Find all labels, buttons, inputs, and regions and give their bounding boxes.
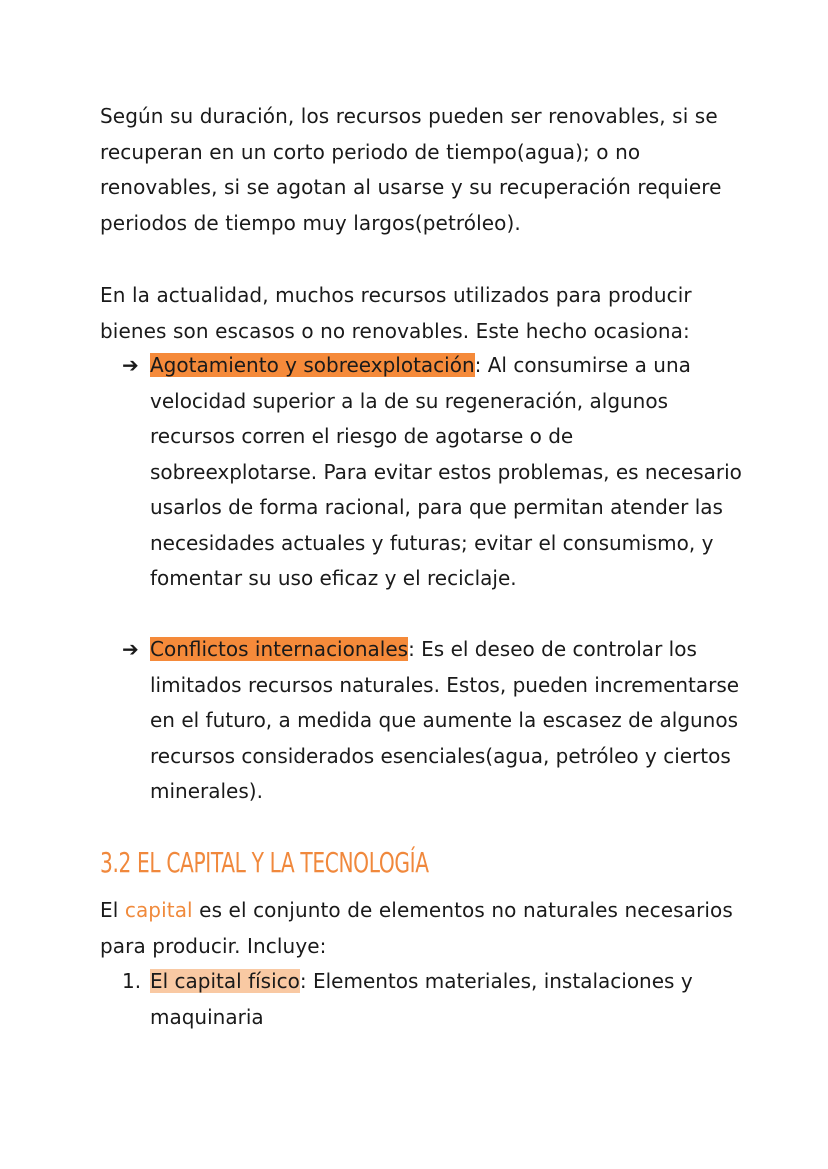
bullet-content xyxy=(150,632,742,810)
paragraph-duration: Según su duración, los recursos pueden ser renovables, si se recuperan en un corto periodo de tiempo(agua); o no renovables, si se agotan al usarse y su recuperación requiere periodos de tiempo muy largos(petróleo). xyxy=(100,104,722,235)
bullet-content xyxy=(150,348,742,597)
paragraph-capital xyxy=(100,893,740,964)
section-heading: 3.2 EL CAPITAL Y LA TECNOLOGÍA xyxy=(100,846,429,879)
paragraph-capital-after: es el conjunto de elementos no naturales necesarios para producir. Incluye: xyxy=(100,898,733,958)
paragraph-actualidad: En la actualidad, muchos recursos utilizados para producir bienes son escasos o no renovables. Este hecho ocasiona: xyxy=(100,283,692,343)
list-text: : Elementos materiales, instalaciones y maquinaria xyxy=(150,969,693,1029)
list-content xyxy=(150,964,742,1035)
bullet-text: : Es el deseo de controlar los limitados recursos naturales. Estos, pueden incrementarse en el futuro, a medida que aumente la escasez de algunos recursos considerados esenciales(agua, petróleo y ciertos minerales). xyxy=(150,637,740,803)
bullet-conflictos xyxy=(122,632,742,810)
arrow-icon: ➔ xyxy=(122,353,139,377)
list-item-capital-fisico xyxy=(122,964,742,1035)
bullet-text: : Al consumirse a una velocidad superior a la de su regeneración, algunos recursos corren el riesgo de agotarse o de sobreexplotarse. Para evitar estos problemas, es necesario usarlos de forma racional, para que permitan atender las necesidades actuales y futuras; evitar el consumismo, y fomentar su uso eficaz y el reciclaje. xyxy=(150,353,742,590)
capital-term: capital xyxy=(124,898,193,922)
list-number: 1. xyxy=(122,969,142,993)
bullet-agotamiento xyxy=(122,348,742,597)
paragraph-capital-before: El xyxy=(100,898,125,922)
highlighted-term: Agotamiento y sobreexplotación xyxy=(150,353,475,377)
highlighted-term: El capital físico xyxy=(150,969,300,993)
arrow-icon: ➔ xyxy=(122,637,139,661)
highlighted-term: Conflictos internacionales xyxy=(150,637,409,661)
